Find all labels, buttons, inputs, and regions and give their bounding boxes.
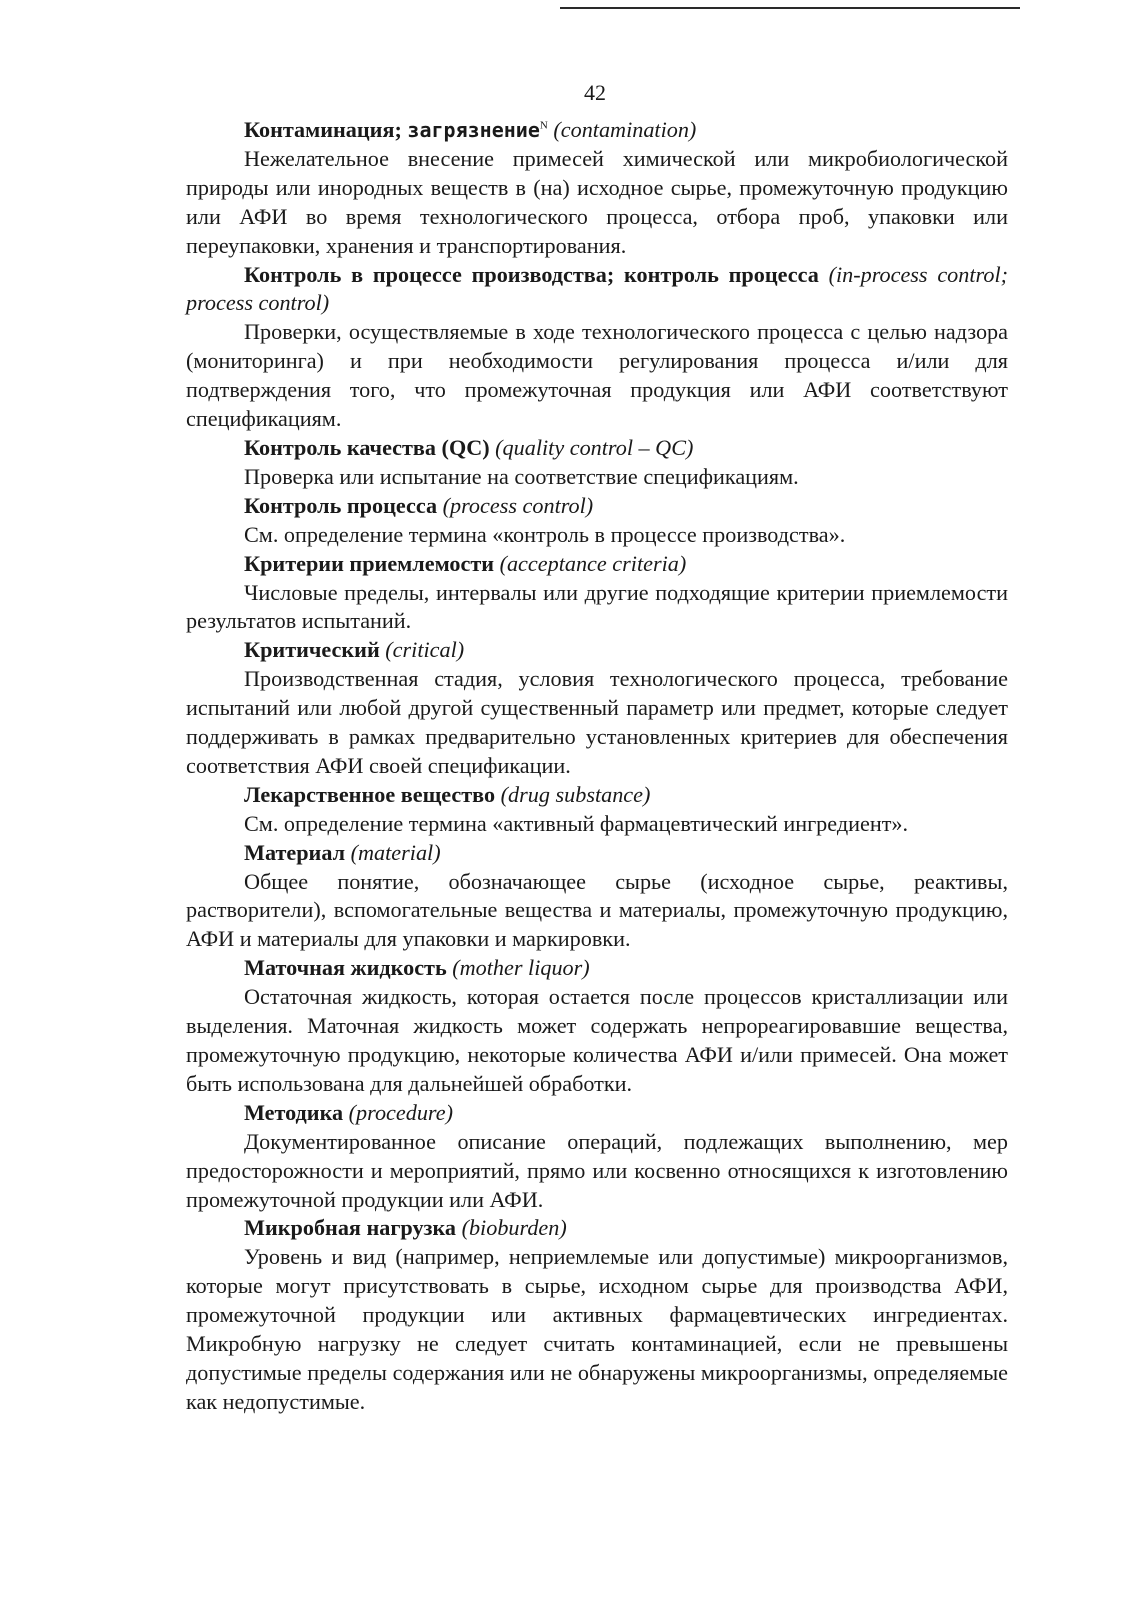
term-definition: Документированное описание операций, подлежащих выполнению, мер предосторожности и мероприятий, прямо или косвенно относящихся к изготовлению промежуточной продукции или АФИ. [186, 1128, 1008, 1212]
glossary-entry [186, 261, 1008, 434]
term-heading [186, 1214, 1008, 1243]
term-definition: Общее понятие, обозначающее сырье (исходное сырье, реактивы, растворители), вспомогательные вещества и материалы, промежуточную продукцию, АФИ и материалы для упаковки и маркировки. [186, 868, 1008, 952]
term-heading [186, 1099, 1008, 1128]
glossary-entry [186, 781, 1008, 839]
term-english: (drug substance) [495, 781, 651, 807]
term-english: (bioburden) [456, 1215, 567, 1241]
term-heading [186, 636, 1008, 665]
term-superscript: N [539, 119, 548, 132]
term-name: Методика [244, 1099, 344, 1125]
page-number: 42 [584, 80, 606, 105]
glossary-entry [186, 954, 1008, 1099]
term-name-secondary: загрязнение [407, 118, 540, 142]
term-heading [186, 839, 1008, 868]
glossary-entry [186, 550, 1008, 637]
term-english: (contamination) [547, 117, 697, 142]
term-name: Контроль процесса [244, 492, 438, 518]
term-english: (process control) [437, 492, 594, 518]
term-english: (procedure) [343, 1099, 453, 1125]
term-name: Контаминация; [244, 117, 408, 142]
term-english: (quality control – QC) [489, 434, 694, 460]
glossary-entry [186, 492, 1008, 550]
term-name: Критерии приемлемости [244, 550, 495, 576]
term-name: Критический [244, 637, 380, 663]
term-definition: Числовые пределы, интервалы или другие подходящие критерии приемлемости результатов испытаний. [186, 579, 1008, 634]
term-definition: Остаточная жидкость, которая остается после процессов кристаллизации или выделения. Маточная жидкость может содержать непрореагировавшие вещества, промежуточную продукцию, некоторые количества АФИ и/или примесей. Она может быть использована для дальнейшей обработки. [186, 984, 1008, 1096]
term-english: (mother liquor) [446, 955, 590, 981]
top-rule [560, 7, 1020, 9]
glossary-entry [186, 116, 1008, 261]
glossary-entry [186, 434, 1008, 492]
glossary-entry [186, 1099, 1008, 1215]
term-english: (in-process control; process control) [186, 261, 1008, 316]
term-definition: Производственная стадия, условия технологического процесса, требование испытаний или любой другой существенный параметр или предмет, которые следует поддерживать в рамках предварительно установленных критериев для обеспечения соответствия АФИ своей спецификации. [186, 666, 1008, 778]
term-english: (critical) [379, 637, 465, 663]
term-heading [186, 550, 1008, 579]
term-english: (material) [345, 839, 441, 865]
term-name: Материал [244, 839, 346, 865]
term-name: Контроль в процессе производства; контроль процесса [244, 261, 819, 287]
term-heading [186, 261, 1008, 319]
term-english: (acceptance criteria) [494, 550, 687, 576]
term-heading [186, 954, 1008, 983]
term-name: Лекарственное вещество [244, 781, 496, 807]
term-definition: Проверка или испытание на соответствие спецификациям. [244, 463, 799, 489]
term-heading [186, 492, 1008, 521]
term-name: Контроль качества (QC) [244, 434, 490, 460]
glossary-entry [186, 636, 1008, 781]
term-heading [186, 434, 1008, 463]
term-name: Микробная нагрузка [244, 1215, 457, 1241]
term-definition: Уровень и вид (например, неприемлемые или допустимые) микроорганизмов, которые могут присутствовать в сырье, исходном сырье для производства АФИ, промежуточной продукции или активных фармацевтических ингредиентах. Микробную нагрузку не следует считать контаминацией, если не превышены допустимые пределы содержания или не обнаружены микроорганизмы, определяемые как недопустимые. [186, 1244, 1008, 1414]
term-definition: См. определение термина «активный фармацевтический ингредиент». [244, 810, 909, 836]
term-definition: См. определение термина «контроль в процессе производства». [244, 521, 846, 547]
glossary-entry [186, 1214, 1008, 1416]
term-definition: Нежелательное внесение примесей химической или микробиологической природы или инородных веществ в (на) исходное сырье, промежуточную продукцию или АФИ во время технологического процесса, отбора проб, упаковки или переупаковки, хранения и транспортирования. [186, 145, 1008, 258]
term-name: Маточная жидкость [244, 955, 447, 981]
term-heading [186, 116, 1008, 145]
term-heading [186, 781, 1008, 810]
term-definition: Проверки, осуществляемые в ходе технологического процесса с целью надзора (мониторинга) и при необходимости регулирования процесса и/или для подтверждения того, что промежуточная продукция или АФИ соответствуют спецификациям. [186, 319, 1008, 432]
glossary-content [186, 116, 1008, 1417]
glossary-entry [186, 839, 1008, 955]
